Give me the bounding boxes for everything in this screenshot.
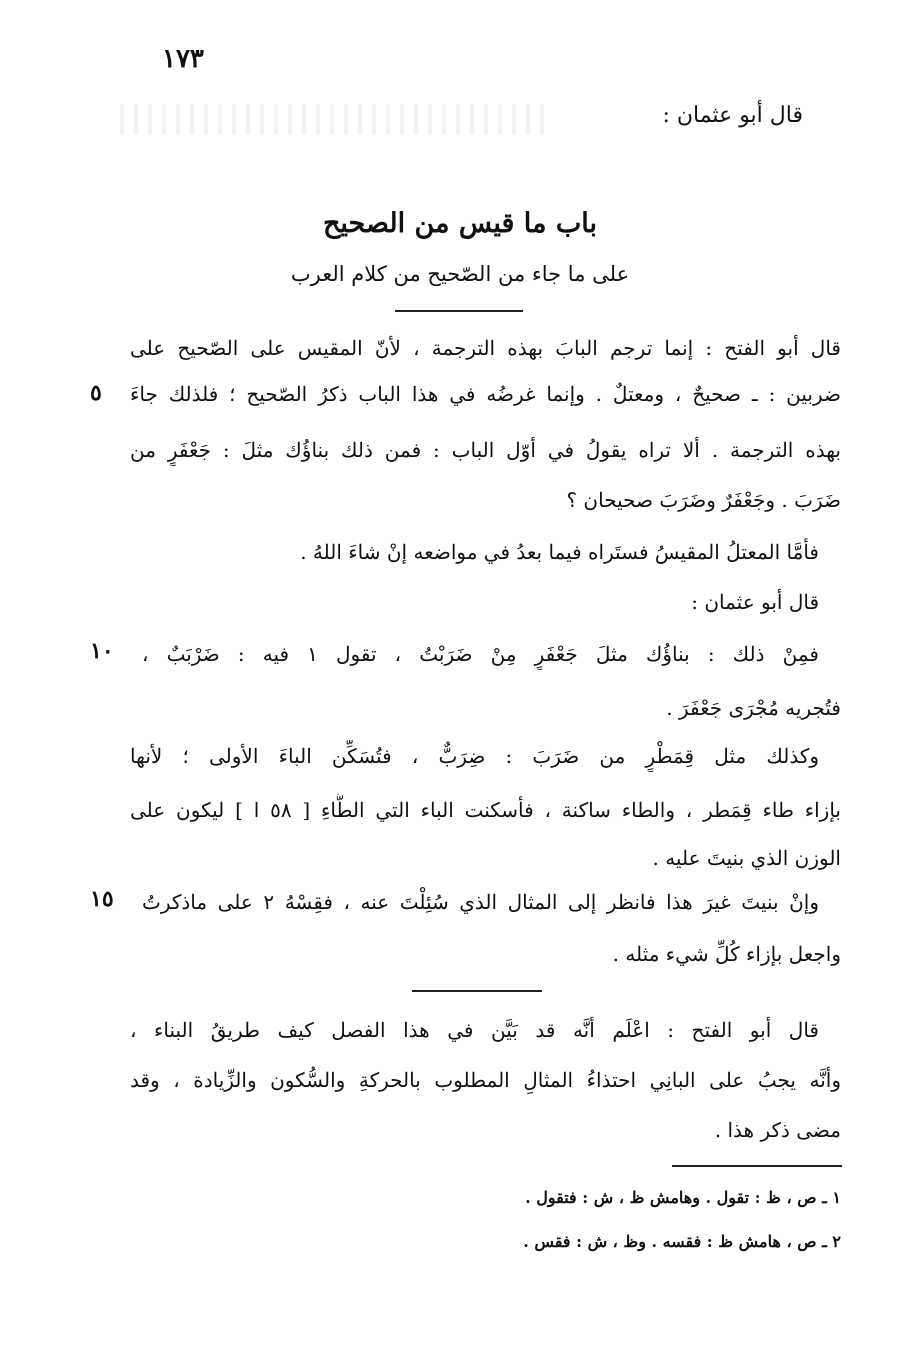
text-line: فأمَّا المعتلُ المقيسُ فستَراه فيما بعدُ في مواضعه إنْ شاءَ اللهُ . <box>300 540 819 564</box>
text-line: قال أبو عثمان : <box>691 590 819 614</box>
text-line: وكذلك مثل قِمَطْرٍ من ضَرَبَ : ضِرَبٌّ ، فتُسَكِّن الباءَ الأولى ؛ لأنها <box>130 744 819 768</box>
margin-line-number: ٥ <box>90 380 102 406</box>
section-divider <box>412 990 542 992</box>
text-line: وأنَّه يجبُ على البانِي احتذاءُ المثالِ المطلوب بالحركةِ والسُّكون والزِّيادة ، وقد <box>130 1068 841 1092</box>
scan-noise <box>120 104 550 134</box>
text-line: فمِنْ ذلك : بناؤُك مثلَ جَعْفَرٍ مِنْ ضَرَبْتُ ، تقول ١ فيه : ضَرْبَبٌ ، <box>142 642 819 666</box>
text-line: وإنْ بنيتَ غيرَ هذا فانظر إلى المثال الذي سُئِلْتَ عنه ، فقِسْهُ ٢ على ماذكرتُ <box>142 890 819 914</box>
chapter-subtitle: على ما جاء من الصّحيح من كلام العرب <box>290 262 630 286</box>
text-line: بهذه الترجمة . ألا تراه يقولُ في أوّل الباب : فمن ذلك بناؤُك مثلَ : جَعْفَرٍ من <box>130 438 841 462</box>
text-line: قال أبو الفتح : اعْلَم أنَّه قد بَيَّن في هذا الفصل كيف طريقُ البناء ، <box>130 1018 819 1042</box>
text-line: فتُجريه مُجْرَى جَعْفَرَ . <box>666 696 841 720</box>
text-line: واجعل بإزاء كُلِّ شيء مثله . <box>612 942 841 966</box>
text-line: بإزاء طاء قِمَطر ، والطاء ساكنة ، فأسكنت الباء التي الطَّاءِ [ ٥٨ ا ] ليكون على <box>130 798 841 822</box>
text-line: الوزن الذي بنيتَ عليه . <box>652 846 841 870</box>
footnote: ٢ ـ ص ، هامش ظ : فقسه . وظ ، ش : فقس . <box>523 1232 841 1251</box>
footnote-divider <box>672 1165 842 1167</box>
footnote: ١ ـ ص ، ظ : تقول . وهامش ظ ، ش : فتقول . <box>525 1188 841 1207</box>
margin-line-number: ١٠ <box>90 638 114 664</box>
chapter-title: باب ما قيس من الصحيح <box>322 208 598 239</box>
margin-line-number: ١٥ <box>90 886 114 912</box>
text-line: ضَرَبَ . وجَعْفَرٌ وضَرَبَ صحيحان ؟ <box>566 488 841 512</box>
page-number: ١٧٣ <box>162 44 204 74</box>
text-line: قال أبو الفتح : إنما ترجم البابَ بهذه الترجمة ، لأنّ المقيس على الصّحيح على <box>130 336 841 360</box>
text-line: مضى ذكر هذا . <box>714 1118 841 1142</box>
section-heading: قال أبو عثمان : <box>662 103 803 128</box>
title-divider <box>395 310 523 312</box>
text-line: ضربين : ـ صحيحٌ ، ومعتلٌ . وإنما غرضُه في هذا الباب ذكرُ الصّحيح ؛ فلذلك جاءَ <box>130 382 841 406</box>
